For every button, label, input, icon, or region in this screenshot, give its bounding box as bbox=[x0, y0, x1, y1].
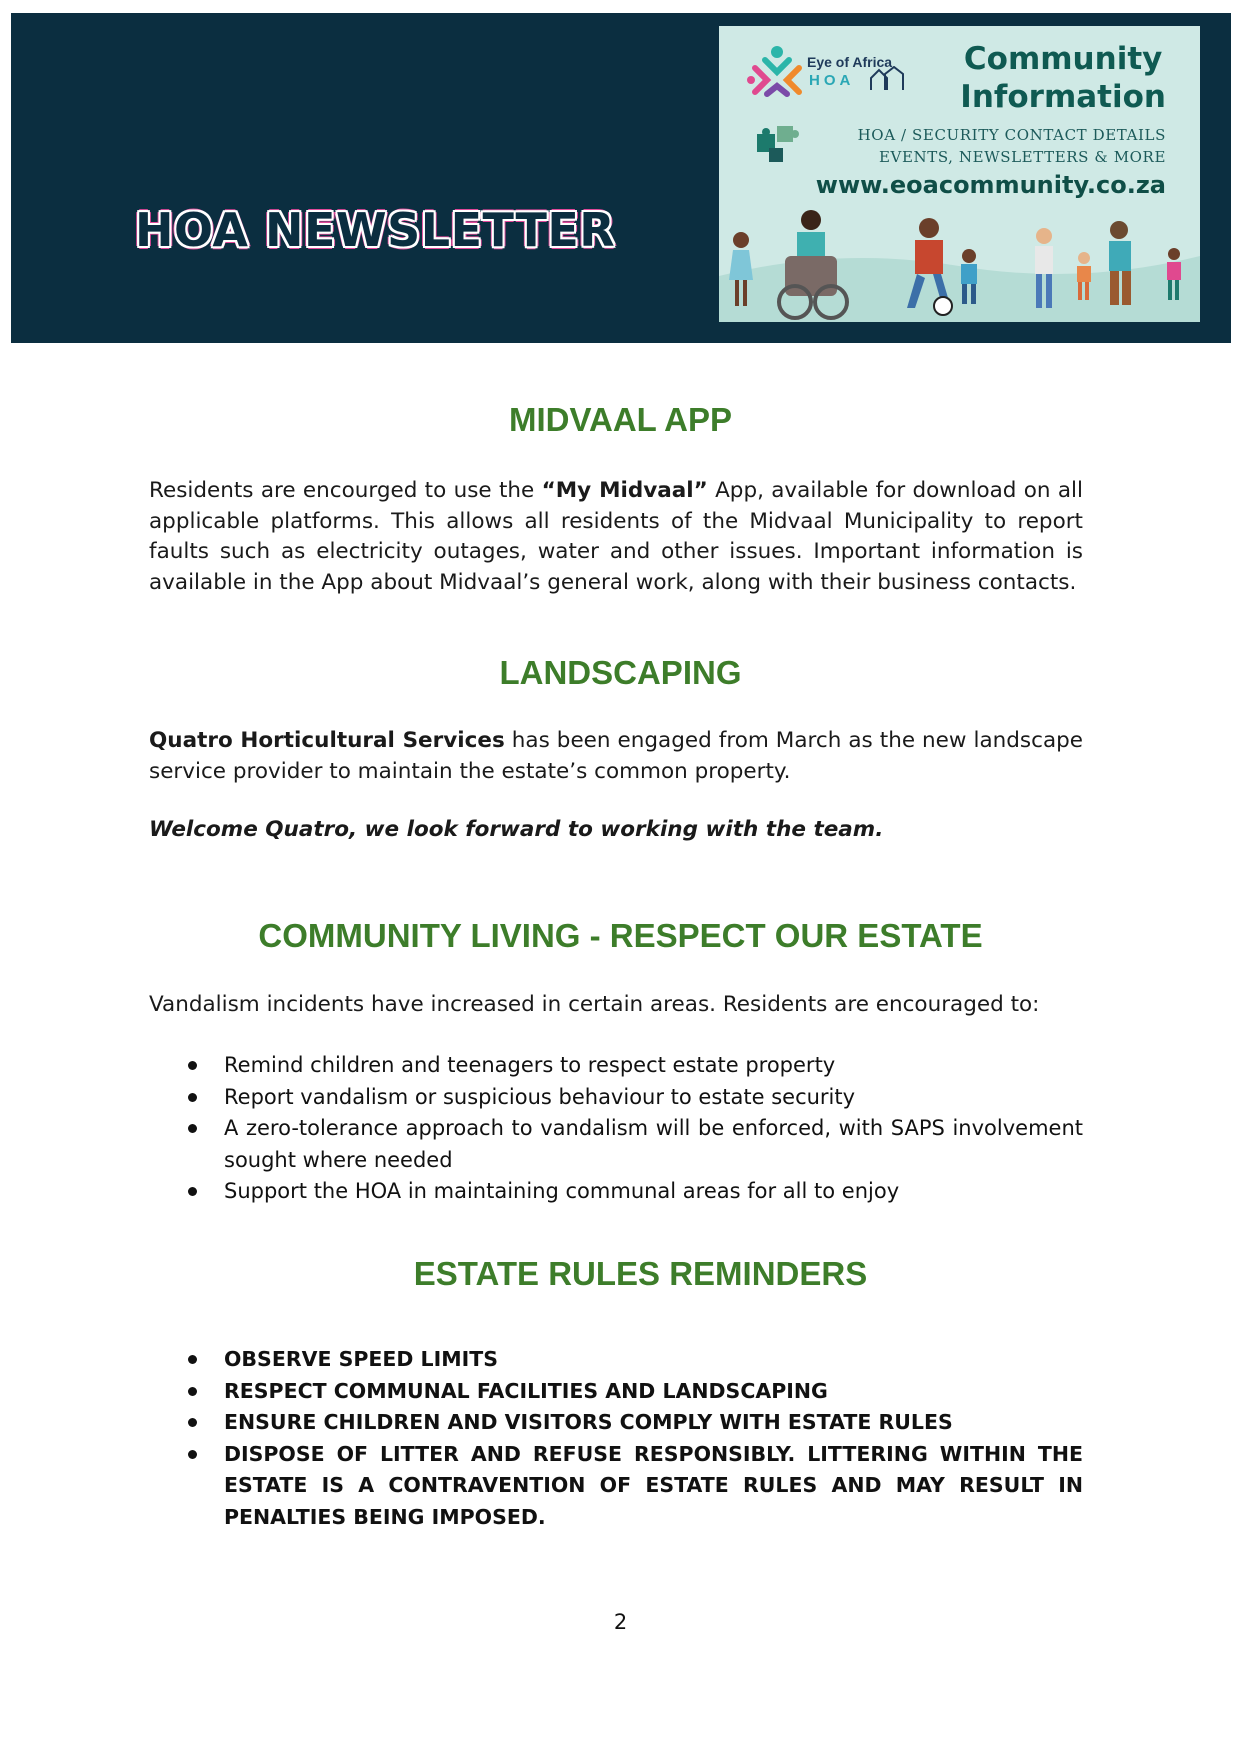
bullet-icon bbox=[188, 1355, 197, 1364]
bullet-icon bbox=[188, 1124, 197, 1133]
list-item: OBSERVE SPEED LIMITS bbox=[149, 1344, 1083, 1376]
landscaping-paragraph bbox=[149, 726, 1083, 787]
puzzle-icon bbox=[755, 124, 803, 164]
landscaping-text: has been engaged from March as the new landscape service provider to maintain the estate’s common property. bbox=[149, 728, 1084, 784]
banner-heading-line1: Community bbox=[963, 41, 1163, 77]
list-item: Remind children and teenagers to respect estate property bbox=[149, 1050, 1083, 1082]
midvaal-app-name: “My Midvaal” bbox=[541, 478, 708, 503]
list-item: Report vandalism or suspicious behaviour to estate security bbox=[149, 1082, 1083, 1114]
eye-of-africa-logo bbox=[747, 42, 927, 102]
banner-sub-line2: EVENTS, NEWSLETTERS & MORE bbox=[878, 148, 1166, 166]
bullet-icon bbox=[188, 1450, 197, 1459]
logo-hoa: HOA bbox=[809, 72, 855, 89]
midvaal-text-before: Residents are encourged to use the bbox=[149, 478, 542, 503]
banner-sub-line1: HOA / SECURITY CONTACT DETAILS bbox=[857, 126, 1166, 144]
banner-url: www.eoacommunity.co.za bbox=[815, 171, 1166, 199]
banner-heading bbox=[960, 40, 1166, 116]
bullet-icon bbox=[188, 1061, 197, 1070]
bullet-icon bbox=[188, 1387, 197, 1396]
banner-heading-line2: Information bbox=[960, 79, 1166, 115]
midvaal-text-after: App, available for download on all applicable platforms. This allows all residents of the Midvaal Municipality to report faults such as electricity outages, water and other issues. Important information is available in the App about Midvaal’s general work, along with their business contacts. bbox=[149, 478, 1083, 595]
section-title-community: COMMUNITY LIVING - RESPECT OUR ESTATE bbox=[258, 917, 983, 954]
page-number: 2 bbox=[613, 1610, 628, 1634]
newsletter-title: HOA NEWSLETTER bbox=[135, 203, 616, 257]
section-title-rules: ESTATE RULES REMINDERS bbox=[413, 1255, 868, 1292]
midvaal-paragraph bbox=[149, 476, 1083, 598]
logo-name: Eye of Africa bbox=[807, 54, 893, 70]
community-list bbox=[149, 1050, 1083, 1208]
landscaping-provider: Quatro Horticultural Services bbox=[149, 728, 505, 753]
list-item: Support the HOA in maintaining communal areas for all to enjoy bbox=[149, 1176, 1083, 1208]
community-info-banner bbox=[719, 26, 1200, 322]
list-item: DISPOSE OF LITTER AND REFUSE RESPONSIBLY. LITTERING WITHIN THE ESTATE IS A CONTRAVENTION OF ESTATE RULES AND MAY RESULT IN PENALTIES BEING IMPOSED. bbox=[149, 1439, 1083, 1534]
community-intro: Vandalism incidents have increased in certain areas. Residents are encouraged to: bbox=[149, 992, 1040, 1017]
bullet-icon bbox=[188, 1418, 197, 1427]
list-item: ENSURE CHILDREN AND VISITORS COMPLY WITH ESTATE RULES bbox=[149, 1407, 1083, 1439]
section-title-landscaping: LANDSCAPING bbox=[499, 654, 742, 691]
house-icon bbox=[867, 66, 907, 92]
banner-subtitle bbox=[858, 124, 1166, 168]
section-title-midvaal: MIDVAAL APP bbox=[508, 401, 733, 438]
bullet-icon bbox=[188, 1187, 197, 1196]
list-item: RESPECT COMMUNAL FACILITIES AND LANDSCAPING bbox=[149, 1376, 1083, 1408]
landscaping-welcome: Welcome Quatro, we look forward to working with the team. bbox=[149, 817, 884, 842]
logo-mark-icon bbox=[747, 42, 807, 102]
rules-list bbox=[149, 1344, 1083, 1533]
community-people-illustration bbox=[719, 206, 1200, 322]
list-item: A zero-tolerance approach to vandalism will be enforced, with SAPS involvement sought where needed bbox=[149, 1113, 1083, 1176]
bullet-icon bbox=[188, 1093, 197, 1102]
